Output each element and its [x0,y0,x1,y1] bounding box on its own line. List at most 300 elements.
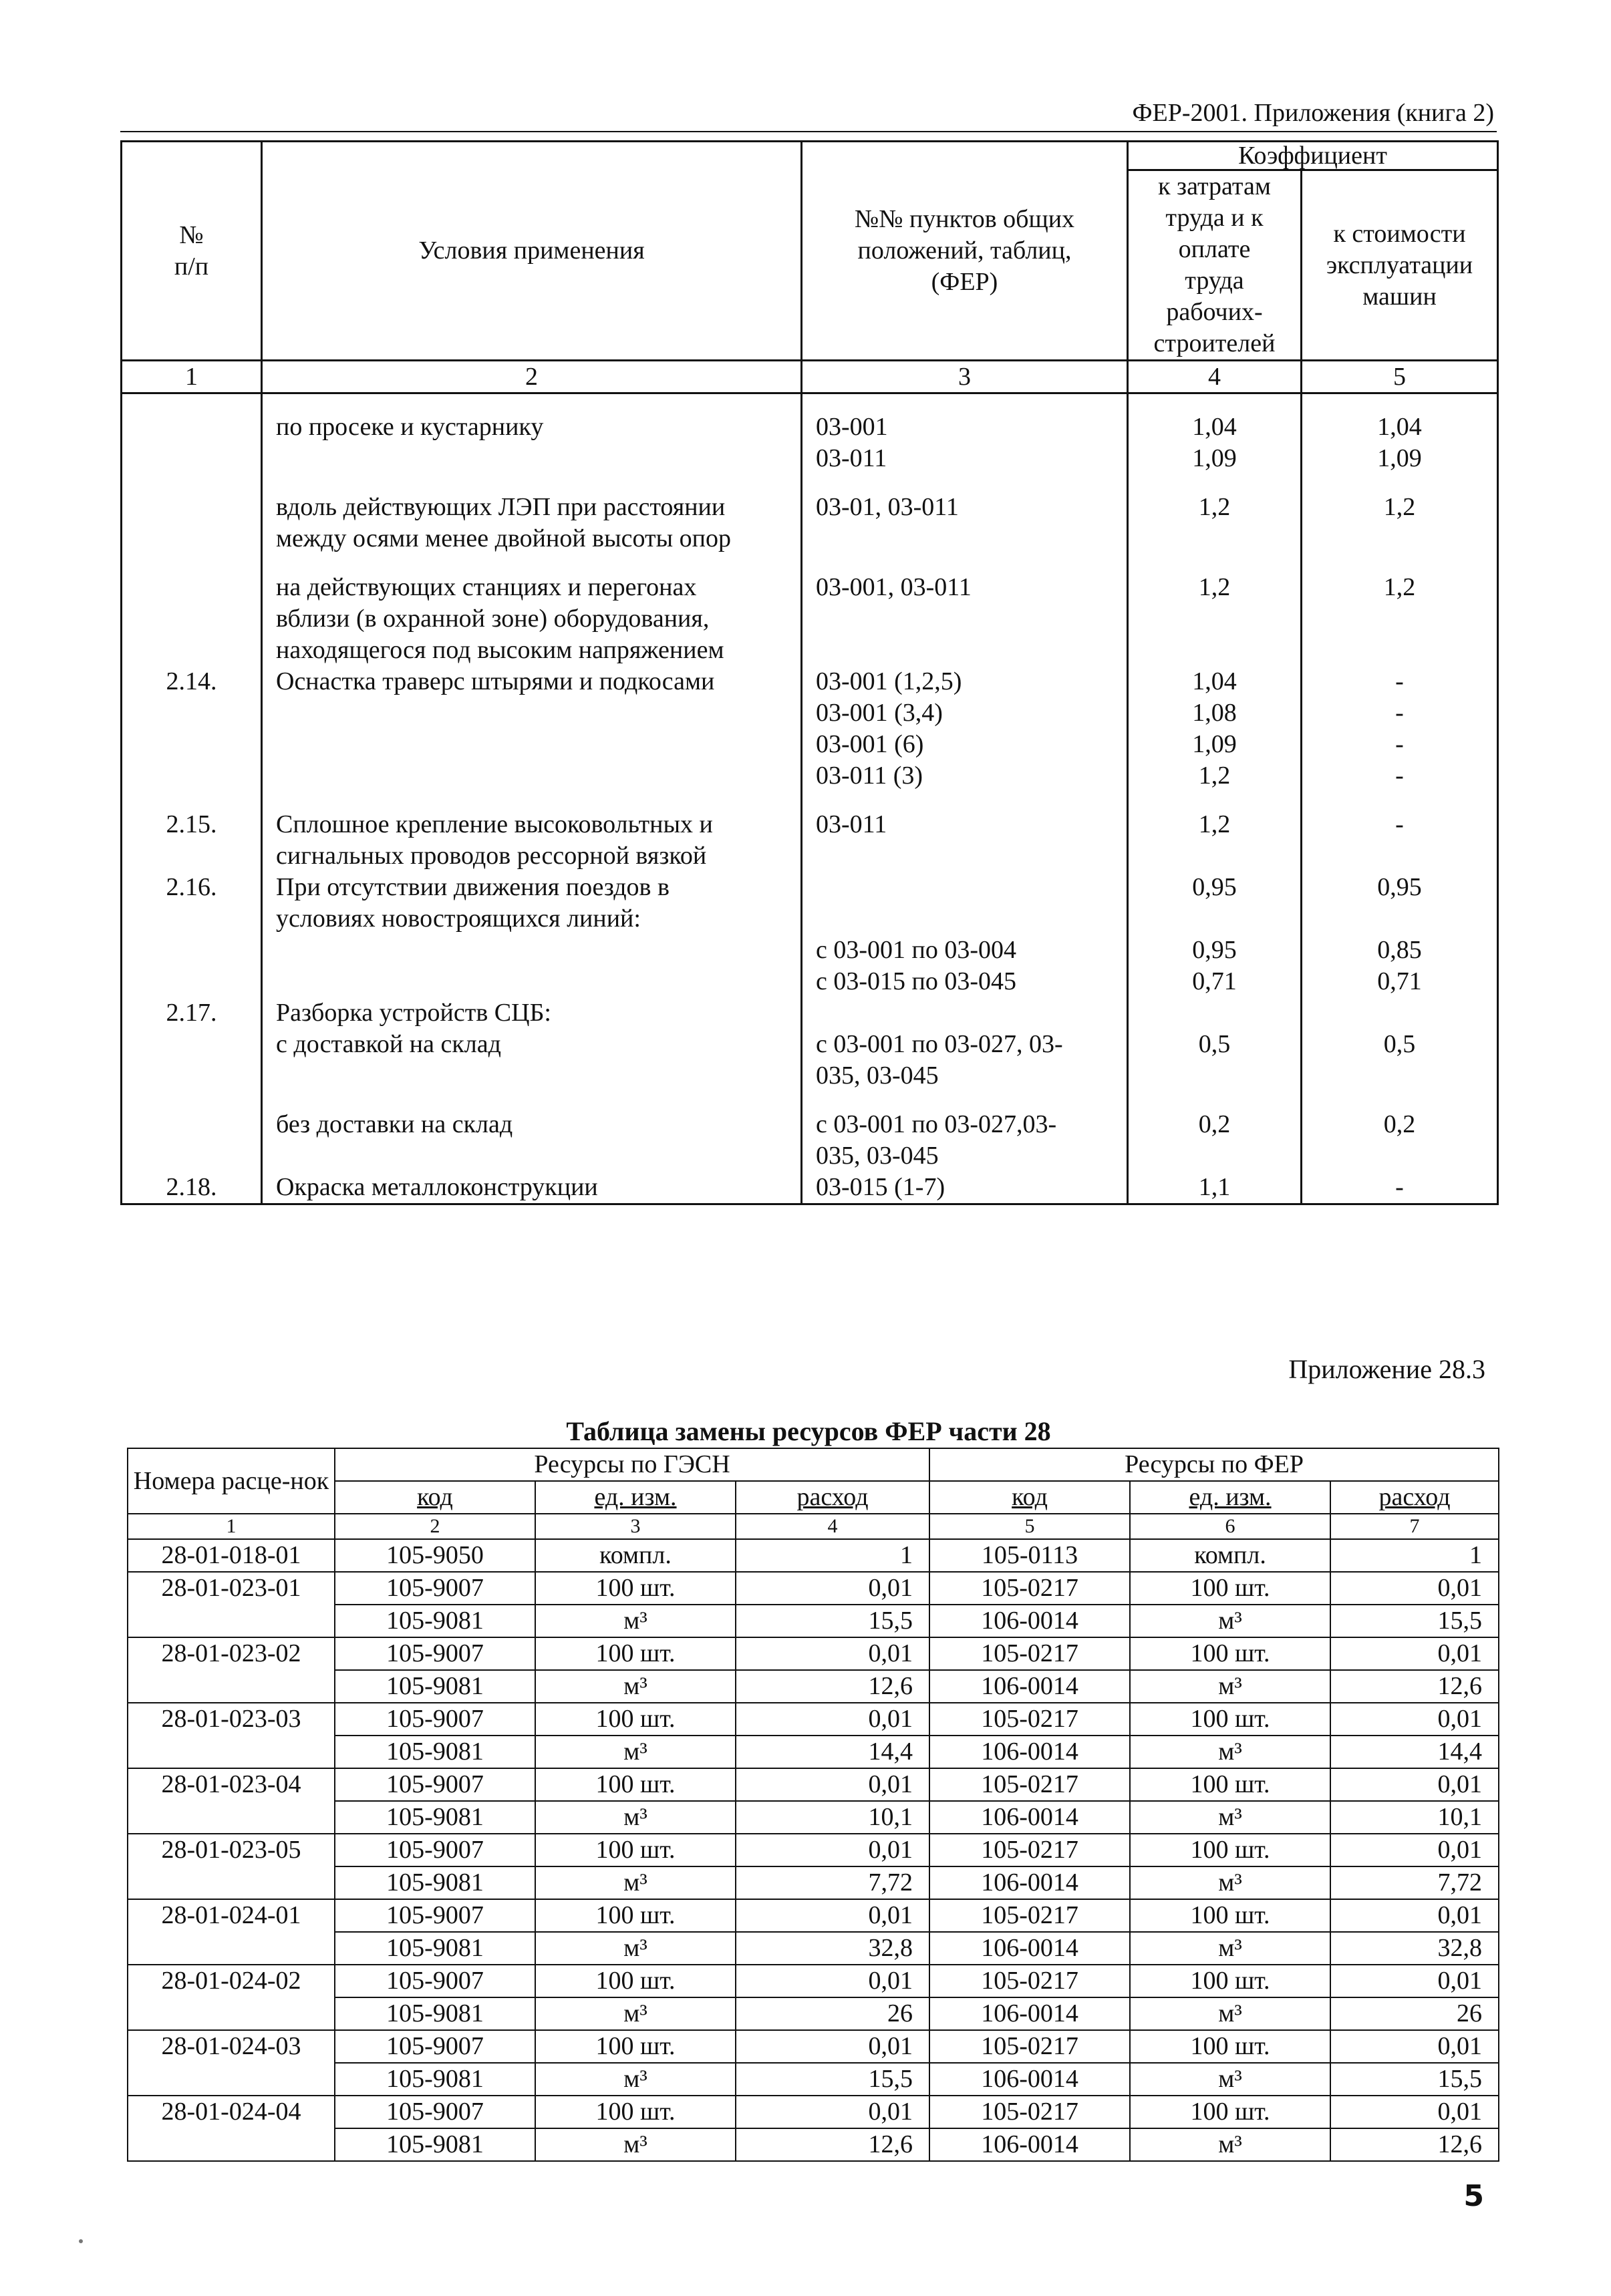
labor-coef-cell-line: 1,1 [1198,1173,1231,1201]
conditions-cell-line: с доставкой на склад [276,1030,501,1058]
fer-code-cell: 106-0014 [929,1801,1130,1834]
header-k1-line: труда и к [1165,204,1264,232]
gesn-amount-cell: 0,01 [736,1834,929,1866]
machine-coef-cell [1302,393,1498,475]
table-row [128,1637,1499,1670]
reference-cell-line: 035, 03-045 [816,1061,939,1090]
reference-cell-line [816,872,1113,903]
header-gesn-code-label: код [417,1483,453,1511]
header-k1-line: оплате [1178,235,1251,263]
fer-code-cell: 106-0014 [929,1736,1130,1768]
gesn-unit-cell: м³ [535,1736,736,1768]
conditions-cell-line: Разборка устройств СЦБ: [276,999,551,1027]
row-number-cell [122,872,262,997]
fer-unit-cell: 100 шт. [1130,1965,1330,1997]
coef-row [122,474,1498,554]
gesn-unit-cell: м³ [535,2128,736,2161]
gesn-amount-cell: 0,01 [736,2030,929,2063]
gesn-unit-cell: м³ [535,1866,736,1899]
gesn-unit-cell: м³ [535,1670,736,1703]
machine-coef-cell-line: 1,2 [1383,573,1416,601]
header-gesn-amount [736,1481,929,1514]
conditions-cell [262,1172,802,1204]
reference-cell-line: с 03-001 по 03-027, 03- [816,1030,1063,1058]
gesn-amount-cell: 0,01 [736,1899,929,1932]
header-fer-amount-label: расход [1378,1483,1451,1511]
fer-amount-cell: 12,6 [1330,1670,1499,1703]
header-k2-line: машин [1362,282,1437,311]
rate-number-cell: 28-01-023-02 [128,1637,335,1703]
reference-cell-line [816,903,1113,935]
gesn-code-cell: 105-9007 [335,2096,535,2128]
header-num-line: № [179,220,204,249]
header-refs [802,142,1128,361]
coef-row [122,997,1498,1092]
gesn-unit-cell: 100 шт. [535,2030,736,2063]
resource-replacement-table [127,1448,1499,2162]
conditions-cell-line: Оснастка траверс штырями и подкосами [276,667,715,695]
conditions-cell-line: без доставки на склад [276,1110,513,1138]
labor-coef-cell [1128,474,1302,554]
fer-unit-cell: 100 шт. [1130,1768,1330,1801]
fer-unit-cell: м³ [1130,1605,1330,1637]
conditions-cell-line: Сплошное крепление высоковольтных и [276,810,713,838]
colnum-cell: 4 [1128,361,1302,393]
machine-coef-cell-line: 1,2 [1383,493,1416,521]
row-number-cell-line: 2.14. [166,667,217,695]
reference-cell [802,872,1128,997]
coef-row [122,872,1498,997]
coef-row [122,792,1498,872]
fer-amount-cell: 0,01 [1330,2096,1499,2128]
appendix-label: Приложение 28.3 [1288,1354,1485,1384]
coef-header-row [122,142,1498,170]
conditions-cell-line: Окраска металлоконструкции [276,1173,598,1201]
reference-cell [802,666,1128,792]
row-number-cell-line: 2.17. [166,999,217,1027]
reference-cell-line: 03-01, 03-011 [816,493,959,521]
header-coef-group: Коэффициент [1128,142,1498,170]
gesn-amount-cell: 0,01 [736,1965,929,1997]
labor-coef-cell-line: 0,95 [1192,936,1237,964]
machine-coef-cell-line: - [1395,730,1404,758]
row-number-cell-line: 2.18. [166,1173,217,1201]
row-number-cell [122,393,262,475]
fer-amount-cell: 0,01 [1330,1768,1499,1801]
machine-coef-cell [1302,792,1498,872]
labor-coef-cell-line [1142,903,1287,935]
gesn-unit-cell: 100 шт. [535,1572,736,1605]
colnum-cell: 4 [736,1514,929,1539]
machine-coef-cell-line: 0,95 [1377,873,1422,901]
machine-coef-cell-line: 0,85 [1377,936,1422,964]
fer-amount-cell: 14,4 [1330,1736,1499,1768]
fer-code-cell: 105-0217 [929,2096,1130,2128]
gesn-amount-cell: 14,4 [736,1736,929,1768]
rate-number-cell: 28-01-023-05 [128,1834,335,1899]
fer-code-cell: 106-0014 [929,1997,1130,2030]
machine-coef-cell [1302,1172,1498,1204]
rate-number-cell: 28-01-023-03 [128,1703,335,1768]
labor-coef-cell-line: 1,08 [1192,699,1237,727]
header-rates: Номера расце-нок [128,1448,335,1514]
table-row [128,1768,1499,1801]
fer-amount-cell: 7,72 [1330,1866,1499,1899]
conditions-cell-line: находящегося под высоким напряжением [276,636,724,664]
conditions-cell-line: по просеке и кустарнику [276,413,544,441]
fer-unit-cell: 100 шт. [1130,2096,1330,2128]
page-number: 5 [1463,2179,1484,2213]
conditions-cell [262,872,802,997]
fer-amount-cell: 12,6 [1330,2128,1499,2161]
labor-coef-cell [1128,666,1302,792]
machine-coef-cell [1302,872,1498,997]
conditions-cell [262,792,802,872]
fer-code-cell: 106-0014 [929,2128,1130,2161]
header-num-line: п/п [174,252,209,281]
coef-row [122,1172,1498,1204]
gesn-amount-cell: 32,8 [736,1932,929,1965]
row-number-cell [122,474,262,554]
colnum-cell: 3 [535,1514,736,1539]
conditions-cell [262,666,802,792]
fer-unit-cell: м³ [1130,1670,1330,1703]
fer-unit-cell: 100 шт. [1130,2030,1330,2063]
fer-code-cell: 105-0217 [929,1965,1130,1997]
gesn-code-cell: 105-9050 [335,1539,535,1572]
machine-coef-cell-line: - [1395,667,1404,695]
reference-cell-line: 03-011 [816,444,887,472]
conditions-cell [262,997,802,1092]
row-number-cell [122,792,262,872]
reference-cell-line: 035, 03-045 [816,1142,939,1170]
machine-coef-cell [1302,997,1498,1092]
labor-coef-cell-line: 1,04 [1192,667,1237,695]
fer-amount-cell: 0,01 [1330,1637,1499,1670]
labor-coef-cell-line: 1,09 [1192,444,1237,472]
gesn-unit-cell: м³ [535,1801,736,1834]
gesn-amount-cell: 7,72 [736,1866,929,1899]
reference-cell [802,792,1128,872]
gesn-code-cell: 105-9007 [335,1768,535,1801]
header-fer-unit [1130,1481,1330,1514]
reference-cell-line: с 03-001 по 03-004 [816,936,1017,964]
header-k1-line: труда [1185,267,1244,295]
coef-colnum-row [122,361,1498,393]
labor-coef-cell [1128,1092,1302,1172]
header-refs-line: (ФЕР) [931,268,998,296]
machine-coef-cell [1302,1092,1498,1172]
reference-cell [802,1172,1128,1204]
header-fer-code-label: код [1012,1483,1048,1511]
row-number-cell [122,1092,262,1172]
header-k1-line: к затратам [1158,172,1271,200]
table-row [128,1703,1499,1736]
fer-code-cell: 106-0014 [929,2063,1130,2096]
fer-amount-cell: 0,01 [1330,1834,1499,1866]
conditions-cell-line: При отсутствии движения поездов в [276,873,670,901]
labor-coef-cell [1128,792,1302,872]
fer-amount-cell: 26 [1330,1997,1499,2030]
header-gesn-unit [535,1481,736,1514]
rate-number-cell: 28-01-024-04 [128,2096,335,2161]
conditions-cell-line: сигнальных проводов рессорной вязкой [276,842,707,870]
gesn-unit-cell: 100 шт. [535,2096,736,2128]
gesn-code-cell: 105-9081 [335,2128,535,2161]
fer-amount-cell: 1 [1330,1539,1499,1572]
machine-coef-cell [1302,474,1498,554]
reference-cell-line: 03-001, 03-011 [816,573,972,601]
header-fer-code [929,1481,1130,1514]
gesn-unit-cell: 100 шт. [535,1965,736,1997]
machine-coef-cell-line: - [1395,762,1404,790]
coefficient-table [120,140,1499,1205]
fer-unit-cell: 100 шт. [1130,1637,1330,1670]
gesn-amount-cell: 1 [736,1539,929,1572]
fer-unit-cell: 100 шт. [1130,1899,1330,1932]
scan-dot-mark [79,2239,83,2243]
labor-coef-cell-line: 1,2 [1198,493,1231,521]
machine-coef-cell-line: 0,71 [1377,967,1422,995]
fer-amount-cell: 15,5 [1330,1605,1499,1637]
row-number-cell-line: 2.16. [166,873,217,901]
gesn-code-cell: 105-9081 [335,1801,535,1834]
gesn-unit-cell: 100 шт. [535,1703,736,1736]
row-number-cell-line [136,572,247,603]
table-row [128,1539,1499,1572]
row-number-cell-line [136,412,247,443]
coef-row [122,393,1498,475]
fer-unit-cell: м³ [1130,1997,1330,2030]
conditions-cell-line: между осями менее двойной высоты опор [276,524,731,552]
labor-coef-cell-line: 1,04 [1192,413,1237,441]
gesn-unit-cell: 100 шт. [535,1834,736,1866]
header-conditions: Условия применения [262,142,802,361]
fer-amount-cell: 15,5 [1330,2063,1499,2096]
gesn-amount-cell: 10,1 [736,1801,929,1834]
row-number-cell-line [136,1109,247,1140]
coef-row [122,554,1498,666]
rate-number-cell: 28-01-024-03 [128,2030,335,2096]
reference-cell [802,393,1128,475]
fer-unit-cell: м³ [1130,1932,1330,1965]
gesn-amount-cell: 15,5 [736,1605,929,1637]
colnum-cell: 7 [1330,1514,1499,1539]
reference-cell [802,554,1128,666]
conditions-cell [262,554,802,666]
fer-code-cell: 106-0014 [929,1932,1130,1965]
gesn-code-cell: 105-9081 [335,1866,535,1899]
fer-unit-cell: 100 шт. [1130,1834,1330,1866]
machine-coef-cell-line: 1,09 [1377,444,1422,472]
reference-cell-line [816,997,1113,1029]
reference-cell-line: 03-015 (1-7) [816,1173,945,1201]
header-k1-line: строителей [1153,329,1276,357]
machine-coef-cell-line: - [1395,699,1404,727]
fer-unit-cell: м³ [1130,2128,1330,2161]
conditions-cell-line: вдоль действующих ЛЭП при расстоянии [276,493,726,521]
fer-unit-cell: м³ [1130,2063,1330,2096]
res-body [128,1514,1499,2161]
machine-coef-cell-line: - [1395,810,1404,838]
gesn-amount-cell: 12,6 [736,2128,929,2161]
gesn-code-cell: 105-9081 [335,1670,535,1703]
header-fer: Ресурсы по ФЕР [929,1448,1499,1481]
reference-cell-line: 03-011 (3) [816,762,923,790]
labor-coef-cell [1128,393,1302,475]
gesn-unit-cell: компл. [535,1539,736,1572]
labor-coef-cell-line: 1,09 [1192,730,1237,758]
reference-cell [802,997,1128,1092]
reference-cell-line: с 03-015 по 03-045 [816,967,1017,995]
fer-code-cell: 106-0014 [929,1866,1130,1899]
fer-amount-cell: 0,01 [1330,1965,1499,1997]
row-number-cell [122,666,262,792]
reference-cell [802,1092,1128,1172]
fer-amount-cell: 32,8 [1330,1932,1499,1965]
coef-row [122,666,1498,792]
header-fer-unit-label: ед. изм. [1189,1483,1272,1511]
res-header-row [128,1448,1499,1481]
row-number-cell [122,997,262,1092]
reference-cell-line: 03-001 [816,413,888,441]
gesn-code-cell: 105-9007 [335,2030,535,2063]
row-number-cell-line: 2.15. [166,810,217,838]
fer-unit-cell: компл. [1130,1539,1330,1572]
gesn-unit-cell: м³ [535,2063,736,2096]
machine-coef-cell-line: 0,5 [1383,1030,1416,1058]
conditions-cell [262,1092,802,1172]
labor-coef-cell-line: 1,2 [1198,810,1231,838]
colnum-cell: 1 [122,361,262,393]
fer-code-cell: 106-0014 [929,1670,1130,1703]
coef-row [122,1092,1498,1172]
colnum-cell: 5 [1302,361,1498,393]
machine-coef-cell-line: 1,04 [1377,413,1422,441]
reference-cell-line: с 03-001 по 03-027,03- [816,1110,1057,1138]
fer-code-cell: 106-0014 [929,1605,1130,1637]
header-k1 [1128,170,1302,361]
rate-number-cell: 28-01-024-02 [128,1965,335,2030]
gesn-code-cell: 105-9007 [335,1965,535,1997]
header-gesn-amount-label: расход [796,1483,869,1511]
gesn-code-cell: 105-9007 [335,1703,535,1736]
machine-coef-cell-line: 0,2 [1383,1110,1416,1138]
header-k1-line: рабочих- [1166,298,1263,326]
header-fer-amount [1330,1481,1499,1514]
machine-coef-cell-line [1316,903,1483,935]
labor-coef-cell-line: 1,2 [1198,762,1231,790]
gesn-amount-cell: 0,01 [736,1637,929,1670]
gesn-code-cell: 105-9007 [335,1572,535,1605]
labor-coef-cell-line: 0,2 [1198,1110,1231,1138]
gesn-code-cell: 105-9081 [335,1932,535,1965]
gesn-code-cell: 105-9081 [335,1605,535,1637]
fer-code-cell: 105-0113 [929,1539,1130,1572]
gesn-amount-cell: 0,01 [736,1703,929,1736]
machine-coef-cell [1302,554,1498,666]
reference-cell-line: 03-001 (3,4) [816,699,943,727]
gesn-amount-cell: 0,01 [736,2096,929,2128]
fer-amount-cell: 0,01 [1330,1572,1499,1605]
table-row [128,1834,1499,1866]
row-number-cell-line [136,492,247,523]
table-row [128,1899,1499,1932]
conditions-cell-line: вблизи (в охранной зоне) оборудования, [276,605,710,633]
conditions-cell [262,474,802,554]
header-gesn: Ресурсы по ГЭСН [335,1448,929,1481]
fer-code-cell: 105-0217 [929,1834,1130,1866]
colnum-cell: 3 [802,361,1128,393]
table-row [128,1572,1499,1605]
gesn-unit-cell: 100 шт. [535,1768,736,1801]
colnum-cell: 5 [929,1514,1130,1539]
fer-unit-cell: 100 шт. [1130,1703,1330,1736]
gesn-amount-cell: 0,01 [736,1572,929,1605]
header-gesn-unit-label: ед. изм. [594,1483,677,1511]
labor-coef-cell-line [1142,997,1287,1029]
machine-coef-cell-line: - [1395,1173,1404,1201]
gesn-amount-cell: 15,5 [736,2063,929,2096]
fer-code-cell: 105-0217 [929,1899,1130,1932]
gesn-code-cell: 105-9081 [335,1997,535,2030]
reference-cell-line: 03-011 [816,810,887,838]
gesn-amount-cell: 0,01 [736,1768,929,1801]
coef-body [122,361,1498,1204]
fer-unit-cell: м³ [1130,1736,1330,1768]
gesn-code-cell: 105-9007 [335,1834,535,1866]
colnum-cell: 2 [335,1514,535,1539]
labor-coef-cell-line: 0,95 [1192,873,1237,901]
reference-cell-line: 03-001 (6) [816,730,924,758]
header-gesn-code [335,1481,535,1514]
conditions-cell-line: на действующих станциях и перегонах [276,573,697,601]
header-rule [120,131,1497,132]
header-refs-line: положений, таблиц, [857,236,1072,265]
gesn-unit-cell: 100 шт. [535,1637,736,1670]
rate-number-cell: 28-01-023-04 [128,1768,335,1834]
fer-code-cell: 105-0217 [929,1637,1130,1670]
labor-coef-cell [1128,1172,1302,1204]
colnum-cell: 6 [1130,1514,1330,1539]
header-refs-line: №№ пунктов общих [854,205,1075,233]
table-row [128,2030,1499,2063]
header-num [122,142,262,361]
labor-coef-cell-line: 0,71 [1192,967,1237,995]
header-k2-line: к стоимости [1333,219,1466,248]
fer-code-cell: 105-0217 [929,1703,1130,1736]
fer-code-cell: 105-0217 [929,1768,1130,1801]
page-header: ФЕР-2001. Приложения (книга 2) [1132,99,1494,127]
machine-coef-cell-line [1316,997,1483,1029]
gesn-code-cell: 105-9007 [335,1899,535,1932]
labor-coef-cell [1128,997,1302,1092]
fer-amount-cell: 0,01 [1330,2030,1499,2063]
fer-unit-cell: 100 шт. [1130,1572,1330,1605]
header-k2-line: эксплуатации [1326,251,1473,279]
gesn-amount-cell: 12,6 [736,1670,929,1703]
colnum-cell: 1 [128,1514,335,1539]
machine-coef-cell [1302,666,1498,792]
gesn-code-cell: 105-9081 [335,2063,535,2096]
gesn-code-cell: 105-9007 [335,1637,535,1670]
header-k2 [1302,170,1498,361]
gesn-code-cell: 105-9081 [335,1736,535,1768]
table-row [128,2096,1499,2128]
colnum-cell: 2 [262,361,802,393]
table-row [128,1965,1499,1997]
table-title: Таблица замены ресурсов ФЕР части 28 [566,1416,1051,1446]
